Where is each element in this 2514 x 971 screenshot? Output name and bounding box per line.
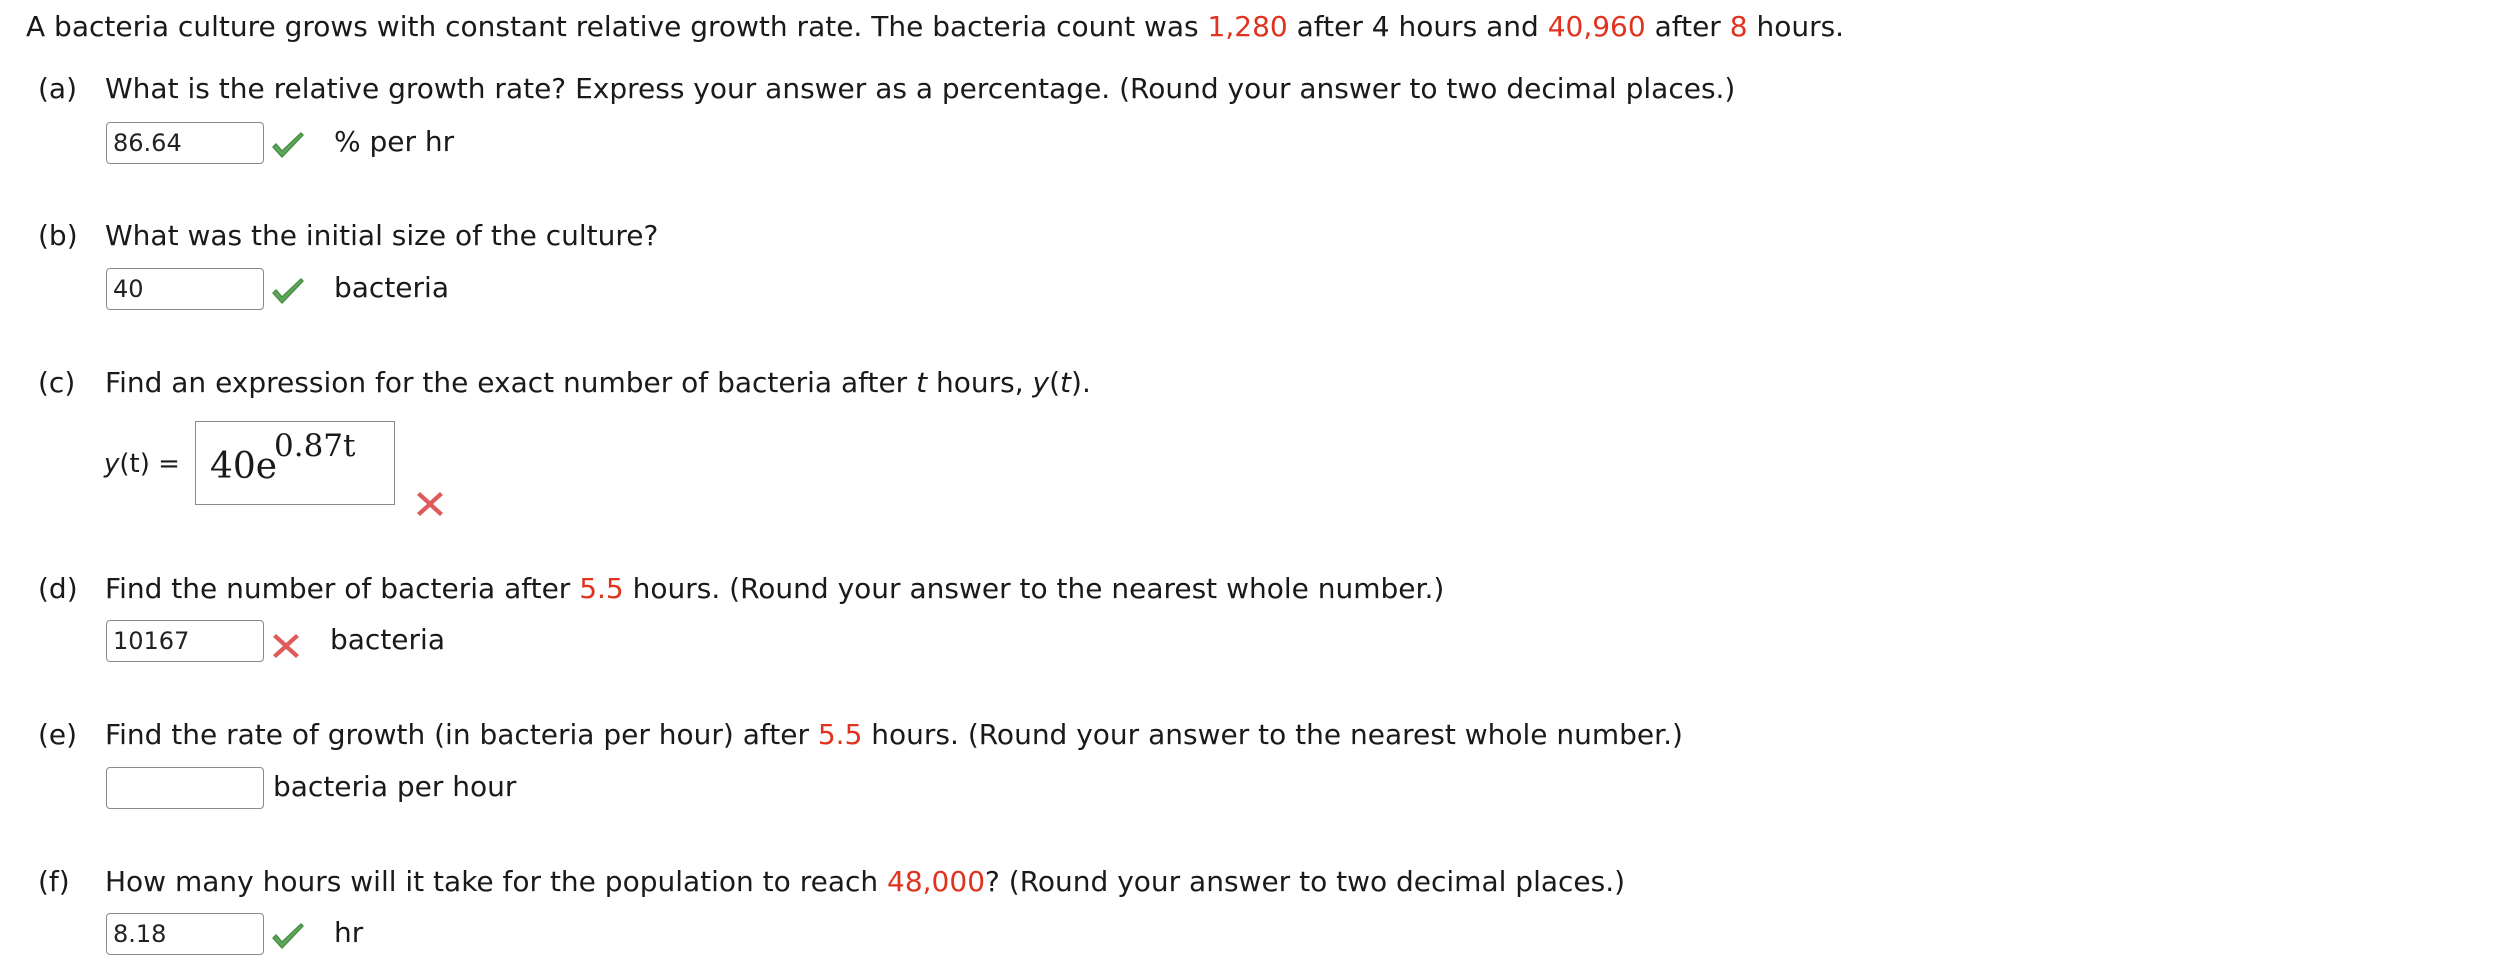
part-b-answer-input[interactable]: 40 [106, 268, 264, 310]
intro-text-4: hours. [1747, 10, 1845, 43]
part-c-answer-input[interactable] [195, 421, 395, 505]
hours-highlight: 5.5 [579, 572, 624, 605]
part-e-label: (e) [38, 718, 78, 751]
part-d-unit: bacteria [330, 623, 445, 656]
intro-text-3: after [1645, 10, 1730, 43]
part-a-unit: % per hr [334, 125, 455, 158]
problem-statement [26, 10, 1844, 44]
part-b-label: (b) [38, 219, 78, 252]
intro-text-2: after 4 hours and [1287, 10, 1548, 43]
part-a-label: (a) [38, 72, 78, 105]
part-e-answer-input[interactable] [106, 767, 264, 809]
part-c-lhs: y(t) = [104, 449, 180, 479]
part-c-label: (c) [38, 366, 76, 399]
part-e-unit: bacteria per hour [273, 770, 517, 803]
part-d-question: Find the number of bacteria after 5.5 hours. (Round your answer to the nearest whole number.) [105, 572, 1445, 605]
hours-highlight: 5.5 [817, 718, 863, 751]
math-base: 40e [210, 446, 278, 487]
intro-text: A bacteria culture grows with constant relative growth rate. The bacteria count was [26, 10, 1208, 43]
part-f-answer-input[interactable]: 8.18 [106, 913, 264, 955]
part-a-answer-input[interactable]: 86.64 [106, 122, 264, 164]
check-icon [270, 130, 306, 162]
target-highlight: 48,000 [887, 865, 986, 898]
hours-8: 8 [1729, 10, 1748, 43]
part-d-answer-input[interactable]: 10167 [106, 620, 264, 662]
cross-icon [414, 488, 446, 520]
part-f-label: (f) [38, 865, 70, 898]
cross-icon [270, 630, 302, 662]
part-c-question: Find an expression for the exact number of bacteria after t hours, y(t). [105, 366, 1091, 399]
count-40960: 40,960 [1547, 10, 1646, 43]
part-f-question: How many hours will it take for the population to reach 48,000? (Round your answer to two decimal places.) [105, 865, 1626, 898]
part-e-question: Find the rate of growth (in bacteria per hour) after 5.5 hours. (Round your answer to the nearest whole number.) [105, 718, 1683, 751]
part-b-unit: bacteria [334, 271, 449, 304]
math-exponent: 0.87t [274, 428, 356, 464]
check-icon [270, 921, 306, 953]
count-1280: 1,280 [1207, 10, 1288, 43]
check-icon [270, 276, 306, 308]
part-f-unit: hr [334, 916, 364, 949]
part-a-question: What is the relative growth rate? Express your answer as a percentage. (Round your answer to two decimal places.) [105, 72, 1736, 105]
part-d-label: (d) [38, 572, 78, 605]
part-b-question: What was the initial size of the culture? [105, 219, 659, 252]
